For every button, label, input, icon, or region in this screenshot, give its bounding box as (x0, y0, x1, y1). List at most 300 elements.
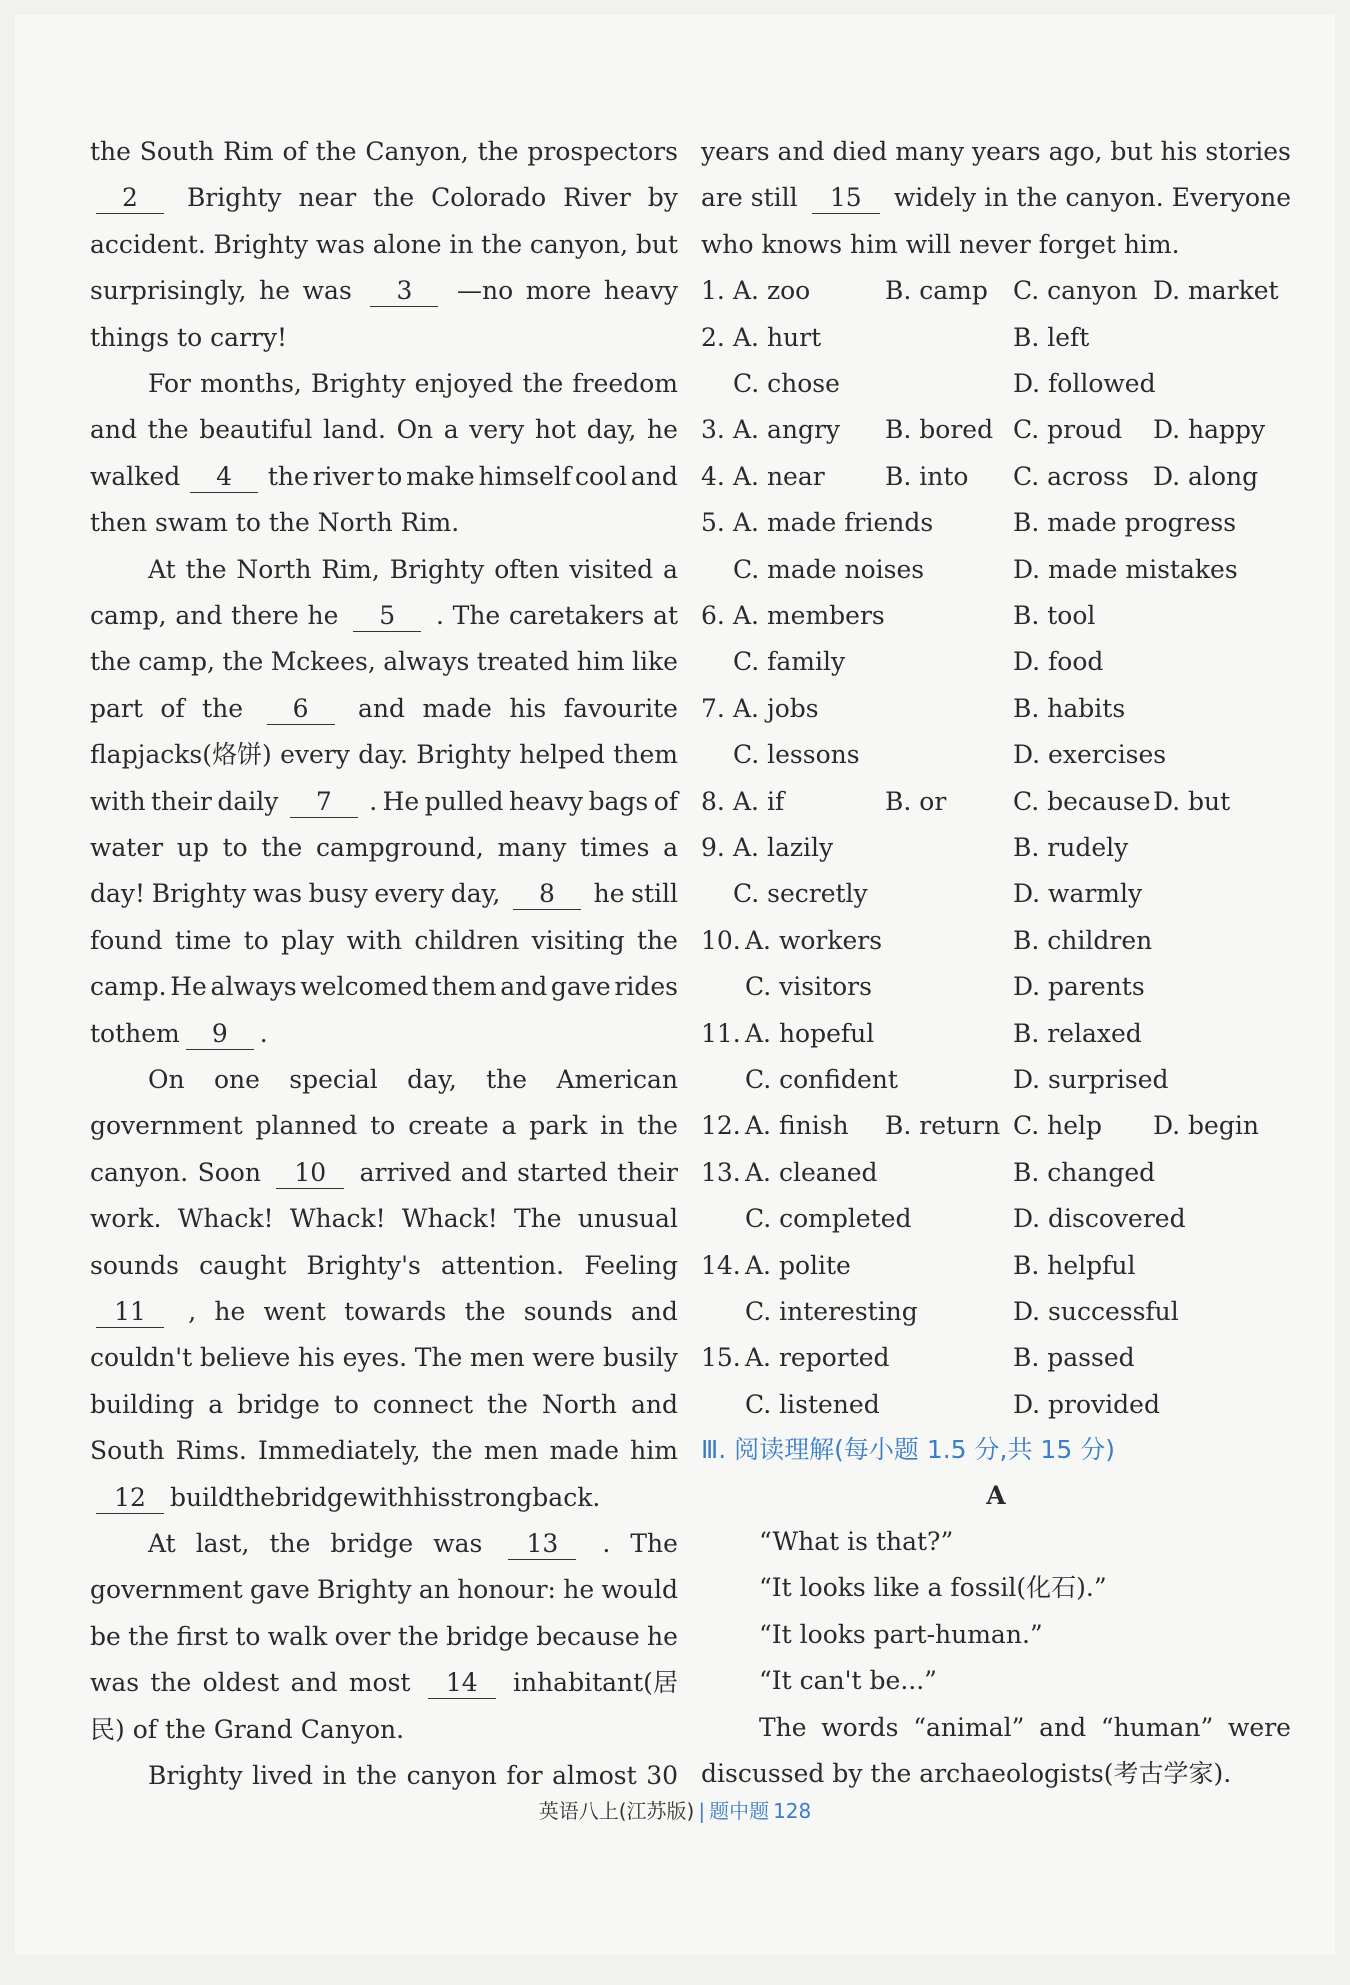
word: river (312, 461, 374, 491)
word: visiting (531, 925, 625, 955)
word: for (506, 1761, 543, 1790)
word: —no (457, 276, 514, 306)
word: by (647, 183, 678, 213)
word: building (90, 1389, 195, 1419)
text-line (90, 1196, 678, 1242)
word: them (431, 972, 497, 1002)
blank-2: 2 (96, 183, 164, 214)
question-number: 14. (701, 1250, 741, 1280)
option-row (701, 732, 1291, 778)
word: their (150, 786, 212, 816)
text-line (90, 407, 678, 453)
option-c: C. chose (733, 369, 840, 398)
option-d: D. along (1153, 461, 1259, 491)
word: heavy (603, 276, 678, 306)
word: , (188, 1297, 197, 1326)
word: widely (893, 183, 977, 213)
word: Canyon, (365, 137, 469, 166)
footer-separator: | (698, 1799, 706, 1823)
word: daily (217, 786, 279, 816)
word: to (90, 1018, 116, 1048)
word: every (280, 740, 350, 770)
word: and (460, 1157, 508, 1187)
word: of (653, 786, 678, 816)
word: years (701, 137, 770, 166)
line-text: then swam to the North Rim. (90, 508, 460, 538)
option-row (701, 825, 1291, 871)
word: in (449, 229, 474, 259)
option-d: D. begin (1153, 1111, 1259, 1141)
word: his (1160, 137, 1198, 166)
word: children (414, 925, 520, 955)
word: the (431, 1436, 473, 1466)
question-number: 8. (701, 786, 725, 816)
option-row (701, 315, 1291, 361)
word: of (282, 137, 307, 166)
option-a: A. cleaned (745, 1157, 878, 1187)
option-row (701, 1057, 1291, 1103)
word: a (208, 1389, 224, 1419)
word: made (549, 1436, 620, 1466)
word: unusual (577, 1204, 678, 1234)
word: very (469, 415, 525, 445)
word: canyon, (529, 229, 629, 259)
option-b: B. or (885, 786, 947, 816)
text-line (90, 222, 678, 268)
word: 30 (646, 1761, 678, 1790)
text-line (90, 361, 678, 407)
word: found (90, 925, 163, 955)
word: men (483, 1436, 539, 1466)
word: planned (255, 1111, 358, 1141)
word: bridge (330, 1529, 414, 1558)
option-a: A. workers (745, 925, 883, 955)
word: a (663, 554, 678, 584)
word: and (500, 972, 548, 1002)
line-text: who knows him will never forget him. (701, 229, 1180, 259)
option-c: C. completed (745, 1204, 912, 1234)
word: months, (200, 369, 302, 398)
option-row (701, 407, 1291, 453)
word: the (269, 1529, 311, 1558)
word: day, (450, 879, 501, 909)
option-b: B. passed (1013, 1343, 1135, 1373)
option-a: A. if (733, 786, 785, 816)
text-line (90, 593, 678, 639)
text-line (90, 1289, 678, 1335)
word: up (176, 833, 209, 862)
word: almost (552, 1761, 637, 1790)
option-c: C. because (1013, 786, 1151, 816)
text-line (90, 500, 678, 546)
word: accident. (90, 229, 206, 259)
word: surprisingly, (90, 276, 247, 306)
word: sounds (90, 1250, 179, 1280)
word: the (464, 1297, 506, 1326)
word: flapjacks(烙饼) (90, 740, 272, 770)
word: the (522, 369, 564, 398)
text-line (90, 1150, 678, 1196)
text-line (90, 268, 678, 314)
word: years (972, 137, 1041, 166)
text-line (90, 732, 678, 778)
word: build (170, 1482, 235, 1512)
word: was (302, 276, 352, 306)
word: caught (199, 1250, 287, 1280)
blank-9: 9 (186, 1019, 254, 1050)
blank-4: 4 (190, 462, 258, 493)
word: part (90, 693, 143, 723)
option-c: C. listened (745, 1389, 880, 1419)
word: the (234, 1482, 276, 1512)
word: was (252, 879, 303, 909)
text-line (90, 779, 678, 825)
word: bridge (237, 1389, 320, 1419)
question-number: 9. (701, 833, 725, 862)
word: there (231, 601, 299, 630)
word: the (185, 554, 227, 584)
option-row (701, 1382, 1291, 1428)
option-c: C. family (733, 647, 846, 677)
question-number: 5. (701, 508, 725, 538)
word: Brighty (213, 229, 309, 259)
text-line (90, 1707, 678, 1753)
word: and (777, 137, 825, 166)
word: the (90, 137, 131, 166)
word: Brighty (416, 740, 511, 770)
word: in (600, 1111, 625, 1141)
word: couldn't (90, 1343, 193, 1373)
word: favourite (563, 693, 678, 723)
option-d: D. discovered (1013, 1204, 1186, 1234)
word: walked (90, 461, 181, 491)
option-row (701, 1150, 1291, 1196)
option-row (701, 918, 1291, 964)
word: with (346, 925, 402, 955)
word: and (175, 601, 223, 630)
word: made (422, 693, 492, 723)
option-row (701, 593, 1291, 639)
word: towards (344, 1297, 447, 1326)
text-line (701, 1658, 1291, 1704)
word: the (261, 833, 303, 862)
text-line (90, 315, 678, 361)
line-text: 民) of the Grand Canyon. (90, 1714, 405, 1744)
word: Colorado (431, 183, 547, 213)
word: Feeling (584, 1250, 678, 1280)
word: the (147, 415, 189, 445)
word: day, (407, 1065, 457, 1094)
option-a: A. finish (745, 1111, 849, 1141)
word: started (517, 1157, 608, 1187)
word: American (556, 1065, 678, 1094)
word: busy (308, 879, 368, 909)
text-line (90, 825, 678, 871)
word: work. (90, 1204, 162, 1234)
option-row (701, 1011, 1291, 1057)
word: treated (476, 647, 570, 677)
word: the (637, 1111, 678, 1141)
option-row (701, 639, 1291, 685)
text-line (90, 1011, 678, 1057)
word: South (139, 137, 215, 166)
word: make (406, 461, 475, 491)
word: the (397, 1621, 439, 1651)
blank-11: 11 (96, 1297, 164, 1328)
line-text: “It looks part-human.” (759, 1619, 1043, 1649)
word: The (759, 1712, 807, 1742)
option-c: C. visitors (745, 972, 872, 1002)
text-line (701, 1565, 1291, 1611)
option-c: C. secretly (733, 879, 868, 909)
blank-14: 14 (428, 1668, 496, 1699)
word: freedom (572, 369, 678, 398)
word: heavy (509, 786, 584, 816)
word: canyon (406, 1761, 497, 1790)
page-footer (15, 1795, 1335, 1824)
word: the (1016, 183, 1058, 213)
word: at (653, 601, 678, 630)
option-d: D. followed (1013, 369, 1156, 398)
question-number: 13. (701, 1157, 741, 1187)
word: beautiful (199, 415, 313, 445)
word: park (529, 1111, 588, 1141)
word: alone (372, 229, 442, 259)
text-line (90, 1382, 678, 1428)
word: more (525, 276, 592, 306)
line-text: “It can't be...” (759, 1666, 937, 1696)
word: to (370, 1111, 396, 1141)
text-line (701, 1612, 1291, 1658)
option-d: D. market (1153, 276, 1279, 306)
word: He (382, 786, 420, 816)
word: words (821, 1712, 899, 1742)
word: water (90, 833, 164, 862)
word: North (541, 1389, 617, 1419)
word: day. (358, 740, 408, 770)
word: his (509, 693, 547, 723)
word: the (477, 137, 519, 166)
word: visited (569, 554, 654, 584)
question-number: 4. (701, 461, 725, 491)
word: The (514, 1204, 562, 1234)
word: busily (602, 1343, 678, 1373)
word: bridge (446, 1621, 529, 1651)
option-row (701, 1103, 1291, 1149)
word: were (532, 1343, 596, 1373)
word: North (236, 554, 312, 584)
option-row (701, 964, 1291, 1010)
word: a (443, 415, 459, 445)
page (15, 15, 1335, 1955)
option-b: B. return (885, 1111, 1001, 1141)
text-line (90, 639, 678, 685)
word: them (613, 740, 678, 770)
word: strong (450, 1482, 533, 1512)
option-a: A. hurt (733, 322, 822, 352)
word: inhabitant(居 (512, 1668, 678, 1698)
blank-10: 10 (276, 1158, 344, 1189)
text-line (90, 454, 678, 500)
text-line (701, 1751, 1291, 1797)
word: Mckees, (270, 647, 376, 677)
text-line (90, 1243, 678, 1289)
word: the (486, 1065, 528, 1094)
word: are (701, 183, 743, 213)
text-line (90, 1660, 678, 1706)
section-title: Ⅲ. 阅读理解(每小题 1.5 分,共 15 分) (701, 1435, 1115, 1464)
option-d: D. happy (1153, 415, 1266, 445)
blank-3: 3 (370, 276, 438, 307)
word: like (631, 647, 678, 677)
word: special (289, 1065, 378, 1094)
word: the (222, 647, 264, 677)
text-line (90, 1521, 678, 1567)
option-c: C. lessons (733, 740, 860, 770)
word: the (356, 1761, 398, 1790)
word: . (602, 1529, 611, 1558)
word: . (259, 1018, 268, 1048)
word: eyes. (342, 1343, 408, 1373)
line-text: “What is that?” (759, 1527, 954, 1556)
option-row (701, 1335, 1291, 1381)
word: he (593, 879, 625, 909)
option-d: D. made mistakes (1013, 554, 1238, 584)
word: government (90, 1575, 243, 1605)
word: many (895, 137, 965, 166)
word: Soon (197, 1157, 261, 1187)
book-title: 英语八上(江苏版) (538, 1799, 695, 1823)
word: gave (550, 972, 611, 1002)
word: believe (199, 1343, 291, 1373)
word: an (418, 1575, 450, 1605)
text-line (90, 1103, 678, 1149)
word: “animal” (913, 1712, 1025, 1742)
option-a: A. zoo (733, 276, 811, 306)
word: in (984, 183, 1009, 213)
word: On (396, 415, 434, 445)
option-d: D. provided (1013, 1389, 1160, 1419)
option-a: A. jobs (733, 693, 819, 723)
word: the (481, 229, 523, 259)
word: to (235, 1621, 261, 1651)
blank-15: 15 (812, 183, 880, 214)
text-line (701, 1519, 1291, 1565)
word: enjoyed (414, 369, 514, 398)
text-line (90, 871, 678, 917)
line-text: “It looks like a fossil(化石).” (759, 1573, 1107, 1603)
word: the (128, 1621, 170, 1651)
word: was (433, 1529, 483, 1558)
word: honour: (457, 1575, 556, 1605)
option-b: B. camp (885, 276, 988, 306)
word: were (1228, 1712, 1291, 1742)
word: last, (195, 1529, 250, 1558)
word: always (383, 647, 470, 677)
word: Brighty (148, 1761, 243, 1790)
word: connect (372, 1389, 474, 1419)
text-line (701, 1705, 1291, 1751)
option-b: B. helpful (1013, 1250, 1136, 1280)
word: canyon. (1065, 183, 1164, 213)
word: lived (252, 1761, 314, 1790)
word: camp. (90, 972, 167, 1002)
text-line (90, 1753, 678, 1799)
option-c: C. across (1013, 461, 1129, 491)
word: to (333, 1389, 359, 1419)
blank-6: 6 (267, 694, 335, 725)
option-a: A. reported (745, 1343, 890, 1373)
word: River (563, 183, 631, 213)
word: arrived (359, 1157, 452, 1187)
word: “human” (1100, 1712, 1214, 1742)
word: back. (532, 1482, 601, 1512)
word: helped (519, 740, 605, 770)
blank-12: 12 (96, 1483, 164, 1514)
option-row (701, 500, 1291, 546)
section-label: 题中题 (709, 1799, 770, 1823)
word: the (315, 137, 357, 166)
word: sounds (523, 1297, 613, 1326)
word: welcomed (300, 972, 429, 1002)
word: . (369, 786, 378, 816)
word: the (373, 183, 415, 213)
line-text: discussed by the archaeologists(考古学家). (701, 1759, 1232, 1788)
option-a: A. polite (745, 1250, 851, 1280)
option-d: D. food (1013, 647, 1104, 677)
word: and (357, 693, 405, 723)
word: the (636, 925, 678, 955)
word: rides (614, 972, 678, 1002)
word: but (1110, 137, 1153, 166)
option-d: D. successful (1013, 1297, 1179, 1326)
word: and (630, 1389, 678, 1419)
word: walk (267, 1621, 328, 1651)
word: still (750, 183, 798, 213)
option-b: B. relaxed (1013, 1018, 1142, 1048)
option-c: C. made noises (733, 554, 925, 584)
option-d: D. parents (1013, 972, 1145, 1002)
text-line (701, 175, 1291, 221)
word: the (202, 693, 244, 723)
option-a: A. angry (733, 415, 841, 445)
word: day, (586, 415, 637, 445)
word: often (494, 554, 560, 584)
blank-7: 7 (290, 787, 358, 818)
text-line (701, 222, 1291, 268)
option-row (701, 361, 1291, 407)
option-a: A. lazily (733, 833, 834, 862)
word: was (315, 229, 365, 259)
word: was (90, 1668, 140, 1698)
option-b: B. rudely (1013, 833, 1129, 862)
word: day! (90, 879, 146, 909)
word: Brighty (186, 183, 282, 213)
option-c: C. confident (745, 1065, 898, 1094)
word: Brighty's (306, 1250, 421, 1280)
word: On (148, 1065, 185, 1094)
word: most (348, 1668, 411, 1698)
word: At (148, 554, 176, 584)
blank-5: 5 (353, 601, 421, 632)
option-b: B. children (1013, 925, 1153, 955)
word: men (470, 1343, 525, 1373)
word: to (222, 833, 248, 862)
word: went (263, 1297, 326, 1326)
blank-13: 13 (508, 1529, 576, 1560)
word: first (176, 1621, 228, 1651)
word: in (322, 1761, 347, 1790)
